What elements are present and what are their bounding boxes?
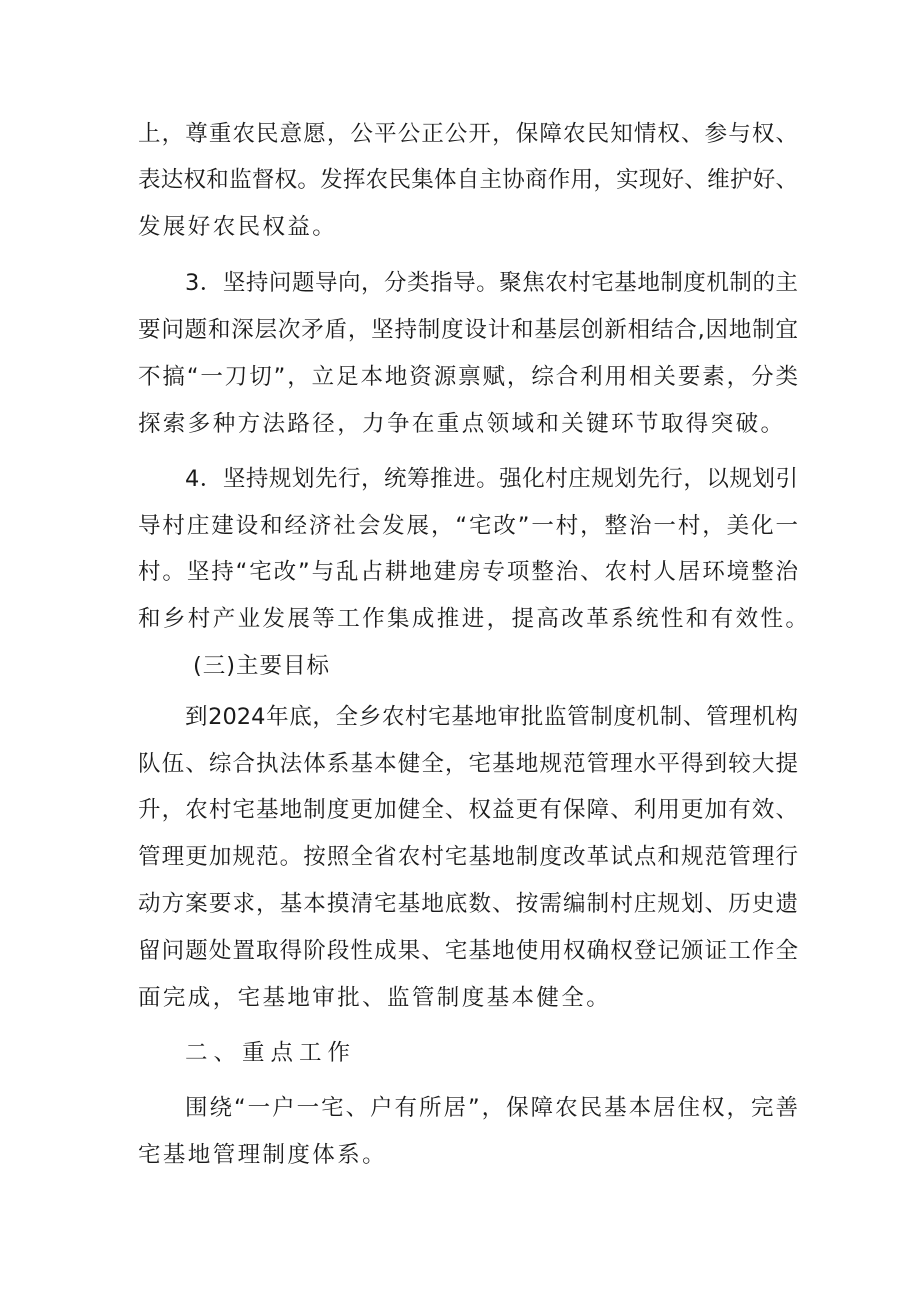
paragraph-line: 管理更加规范。按照全省农村宅基地制度改革试点和规范管理行 <box>138 844 798 870</box>
paragraph-line: 导村庄建设和经济社会发展，“宅改”一村，整治一村，美化一 <box>138 513 798 539</box>
paragraph-line: 宅基地管理制度体系。 <box>138 1142 388 1168</box>
paragraph-line: 要问题和深层次矛盾，坚持制度设计和基层创新相结合,因地制宜 <box>138 317 798 343</box>
paragraph-line: 到2024年底，全乡农村宅基地审批监管制度机制、管理机构 <box>185 704 798 730</box>
paragraph-line: 不搞“一刀切”，立足本地资源禀赋，综合利用相关要素，分类 <box>138 364 798 390</box>
paragraph-line: 表达权和监督权。发挥农民集体自主协商作用，实现好、维护好、 <box>138 167 798 193</box>
section-heading: (三)主要目标 <box>193 653 331 679</box>
paragraph-line: 队伍、综合执法体系基本健全，宅基地规范管理水平得到较大提 <box>138 751 798 777</box>
section-heading: 二、重点工作 <box>185 1040 357 1066</box>
paragraph-line: 4．坚持规划先行，统筹推进。强化村庄规划先行，以规划引 <box>185 466 798 492</box>
paragraph-line: 面完成，宅基地审批、监管制度基本健全。 <box>138 985 612 1011</box>
paragraph-line: 和乡村产业发展等工作集成推进，提高改革系统性和有效性。 <box>138 606 811 632</box>
paragraph-line: 升，农村宅基地制度更加健全、权益更有保障、利用更加有效、 <box>138 797 798 823</box>
paragraph-line: 围绕“一户一宅、户有所居”，保障农民基本居住权，完善 <box>185 1095 798 1121</box>
paragraph-line: 动方案要求，基本摸清宅基地底数、按需编制村庄规划、历史遗 <box>138 891 798 917</box>
paragraph-line: 3．坚持问题导向，分类指导。聚焦农村宅基地制度机制的主 <box>185 270 798 296</box>
paragraph-line: 村。坚持“宅改”与乱占耕地建房专项整治、农村人居环境整治 <box>138 559 798 585</box>
paragraph-line: 探索多种方法路径，力争在重点领域和关键环节取得突破。 <box>138 411 786 437</box>
paragraph-line: 上，尊重农民意愿，公平公正公开，保障农民知情权、参与权、 <box>138 121 798 147</box>
paragraph-line: 发展好农民权益。 <box>138 214 338 240</box>
paragraph-line: 留问题处置取得阶段性成果、宅基地使用权确权登记颁证工作全 <box>138 938 798 964</box>
